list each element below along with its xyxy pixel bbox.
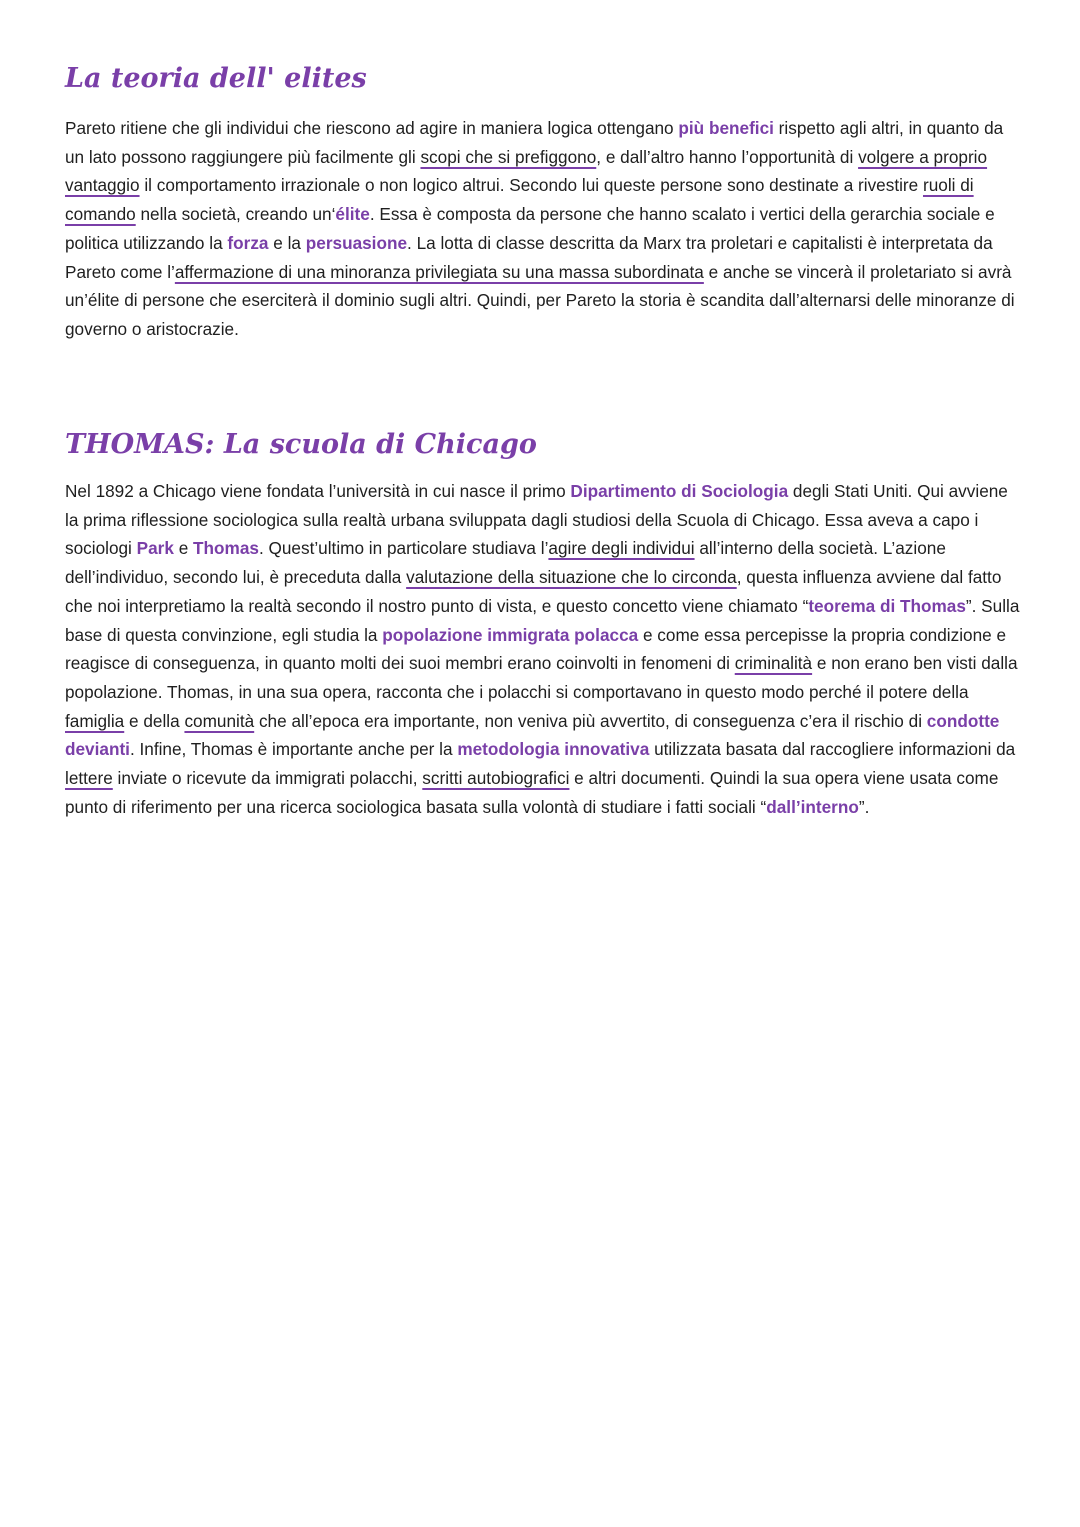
highlight-dallinterno: dall’interno <box>766 796 859 817</box>
text-run: . Infine, Thomas è importante anche per la <box>129 739 458 760</box>
text-run: e <box>173 538 194 559</box>
highlight-persuasione: persuasione <box>305 232 408 253</box>
text-run: e anche se vincerà il proletariato si avrà un’élite di persone che eserciterà il dominio sugli altri. Quindi, per Pareto la storia è scandita dall’alternarsi delle minoranze di governo o aristocrazie. <box>65 261 1015 339</box>
underline-ruoli-comando: ruoli di comando <box>65 175 974 225</box>
highlight-dipartimento: Dipartimento di Sociologia <box>570 481 789 501</box>
text-run: e la <box>268 232 306 253</box>
text-run: degli Stati Uniti. Qui avviene la prima riflessione sociologica sulla realtà urbana sviluppata dagli studiosi della Scuola di Chicago. Essa aveva a capo i sociologi <box>65 481 1008 559</box>
underline-volgere-vantaggio: volgere a proprio vantaggio <box>65 146 988 196</box>
highlight-forza: forza <box>227 232 269 253</box>
text-run: ”. Sulla base di questa convinzione, egli studia la <box>65 595 1020 645</box>
text-run: Pareto ritiene che gli individui che riescono ad agire in maniera logica ottengano <box>65 118 679 138</box>
highlight-park: Park <box>136 538 174 559</box>
text-run: che all’epoca era importante, non veniva più avvertito, di conseguenza c’era il rischio di <box>254 710 927 731</box>
underline-agire-individui: agire degli individui <box>548 538 695 559</box>
text-run: Nel 1892 a Chicago viene fondata l’università in cui nasce il primo <box>65 481 571 501</box>
highlight-thomas: Thomas <box>193 538 259 559</box>
text-run: . Essa è composta da persone che hanno scalato i vertici della gerarchia sociale e politica utilizzando la <box>65 204 995 253</box>
text-run: . Quest’ultimo in particolare studiava l’ <box>258 538 549 559</box>
text-run: , questa influenza avviene dal fatto che noi interpretiamo la realtà secondo il nostro punto di vista, e questo concetto viene chiamato “ <box>65 567 1002 616</box>
highlight-piu-benefici: più benefici <box>678 118 774 138</box>
paragraph-chicago <box>65 477 1025 821</box>
text-run: e come essa percepisse la propria condizione e reagisce di conseguenza, in quanto molti dei suoi membri erano coinvolti in fenomeni di <box>65 624 1007 674</box>
section-title-elites: La teoria dell' elites <box>65 63 367 94</box>
highlight-elite: élite <box>335 204 370 225</box>
text-run: e altri documenti. Quindi la sua opera viene usata come punto di riferimento per una ricerca sociologica basata sulla volontà di studiare i fatti sociali “ <box>65 768 999 817</box>
underline-scritti-autobiografici: scritti autobiografici <box>422 768 570 789</box>
underline-comunita: comunità <box>184 710 255 731</box>
text-run: utilizzata basata dal raccogliere informazioni da <box>649 739 1016 760</box>
underline-famiglia: famiglia <box>65 710 125 731</box>
text-run: ”. <box>858 796 870 817</box>
underline-criminalita: criminalità <box>734 653 813 674</box>
highlight-metodologia: metodologia innovativa <box>457 739 650 760</box>
text-run: rispetto agli altri, in quanto da un lato possono raggiungere più facilmente gli <box>65 118 1004 167</box>
underline-scopi: scopi che si prefiggono <box>420 146 597 167</box>
paragraph-elites <box>65 114 1025 344</box>
highlight-popolazione-polacca: popolazione immigrata polacca <box>382 624 639 645</box>
underline-lettere: lettere <box>65 768 113 789</box>
section-title-chicago: THOMAS: La scuola di Chicago <box>65 429 537 460</box>
underline-affermazione-minoranza: affermazione di una minoranza privilegiata su una massa subordinata <box>174 261 704 282</box>
text-run: inviate o ricevute da immigrati polacchi, <box>112 768 423 789</box>
text-run: e non erano ben visti dalla popolazione. Thomas, in una sua opera, racconta che i polacchi si comportavano in questo modo perché il potere della <box>65 653 1018 702</box>
text-run: all’interno della società. L’azione dell’individuo, secondo lui, è preceduta dalla <box>65 538 946 588</box>
text-run: , e dall’altro hanno l’opportunità di <box>596 146 859 167</box>
text-run: e della <box>124 710 185 731</box>
text-run: nella società, creando un‘ <box>135 204 336 225</box>
text-run: il comportamento irrazionale o non logico altrui. Secondo lui queste persone sono destinate a rivestire <box>139 175 923 196</box>
underline-valutazione-situazione: valutazione della situazione che lo circonda <box>406 567 737 588</box>
highlight-teorema: teorema di Thomas <box>808 595 966 616</box>
highlight-condotte-devianti: condotte devianti <box>65 710 1000 760</box>
text-run: . La lotta di classe descritta da Marx tra proletari e capitalisti è interpretata da Pareto come l’ <box>65 232 993 282</box>
